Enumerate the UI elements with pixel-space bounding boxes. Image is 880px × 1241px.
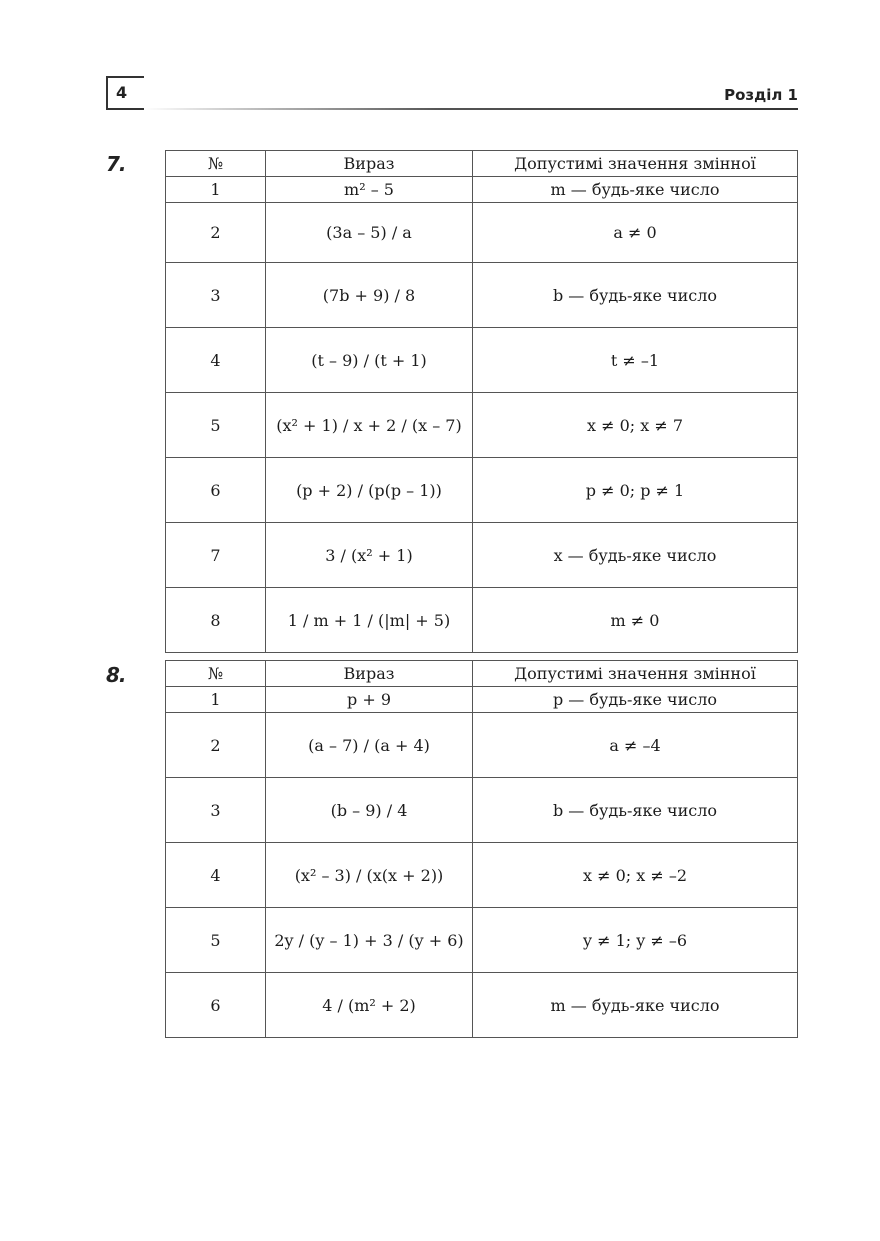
allowed-values: x ≠ 0; x ≠ –2	[473, 843, 798, 908]
expression: 3 / (x² + 1)	[266, 523, 473, 588]
row-number: 2	[166, 713, 266, 778]
column-header-number: №	[166, 661, 266, 687]
table-task-8	[165, 660, 798, 1038]
expression: m² – 5	[266, 177, 473, 203]
table-row	[166, 328, 798, 393]
allowed-values: a ≠ –4	[473, 713, 798, 778]
table-row	[166, 973, 798, 1038]
expression: (b – 9) / 4	[266, 778, 473, 843]
expression: (p + 2) / (p(p – 1))	[266, 458, 473, 523]
row-number: 5	[166, 393, 266, 458]
expression: 4 / (m² + 2)	[266, 973, 473, 1038]
expression: (7b + 9) / 8	[266, 263, 473, 328]
table-header-row	[166, 661, 798, 687]
header-rule	[144, 108, 798, 110]
row-number: 1	[166, 177, 266, 203]
page-number: 4	[116, 83, 128, 102]
table-task-7	[165, 150, 798, 653]
table-row	[166, 523, 798, 588]
table-row	[166, 393, 798, 458]
table-header-row	[166, 151, 798, 177]
allowed-values: m — будь-яке число	[473, 177, 798, 203]
expression: 1 / m + 1 / (|m| + 5)	[266, 588, 473, 653]
row-number: 5	[166, 908, 266, 973]
allowed-values: m — будь-яке число	[473, 973, 798, 1038]
row-number: 3	[166, 263, 266, 328]
expression: (x² – 3) / (x(x + 2))	[266, 843, 473, 908]
table-row	[166, 203, 798, 263]
page-header	[106, 76, 798, 112]
column-header-allowed-values: Допустимі значення змінної	[473, 661, 798, 687]
table-row	[166, 588, 798, 653]
column-header-expression: Вираз	[266, 661, 473, 687]
table-row	[166, 458, 798, 523]
row-number: 2	[166, 203, 266, 263]
row-number: 8	[166, 588, 266, 653]
allowed-values: b — будь-яке число	[473, 263, 798, 328]
task-number-8: 8.	[106, 663, 126, 687]
allowed-values: y ≠ 1; y ≠ –6	[473, 908, 798, 973]
allowed-values: p — будь-яке число	[473, 687, 798, 713]
row-number: 7	[166, 523, 266, 588]
section-title: Розділ 1	[724, 86, 798, 104]
row-number: 3	[166, 778, 266, 843]
column-header-number: №	[166, 151, 266, 177]
table-row	[166, 713, 798, 778]
allowed-values: a ≠ 0	[473, 203, 798, 263]
allowed-values: m ≠ 0	[473, 588, 798, 653]
row-number: 1	[166, 687, 266, 713]
expression: (x² + 1) / x + 2 / (x – 7)	[266, 393, 473, 458]
allowed-values: x — будь-яке число	[473, 523, 798, 588]
column-header-allowed-values: Допустимі значення змінної	[473, 151, 798, 177]
expression: 2y / (y – 1) + 3 / (y + 6)	[266, 908, 473, 973]
allowed-values: p ≠ 0; p ≠ 1	[473, 458, 798, 523]
expression: (t – 9) / (t + 1)	[266, 328, 473, 393]
column-header-expression: Вираз	[266, 151, 473, 177]
expression: (3a – 5) / a	[266, 203, 473, 263]
row-number: 4	[166, 328, 266, 393]
task-number-7: 7.	[106, 152, 126, 176]
table-row	[166, 177, 798, 203]
row-number: 4	[166, 843, 266, 908]
expression: p + 9	[266, 687, 473, 713]
allowed-values: x ≠ 0; x ≠ 7	[473, 393, 798, 458]
allowed-values: t ≠ –1	[473, 328, 798, 393]
expression: (a – 7) / (a + 4)	[266, 713, 473, 778]
table-row	[166, 843, 798, 908]
table-row	[166, 908, 798, 973]
table-row	[166, 778, 798, 843]
row-number: 6	[166, 458, 266, 523]
table-row	[166, 263, 798, 328]
table-row	[166, 687, 798, 713]
row-number: 6	[166, 973, 266, 1038]
allowed-values: b — будь-яке число	[473, 778, 798, 843]
